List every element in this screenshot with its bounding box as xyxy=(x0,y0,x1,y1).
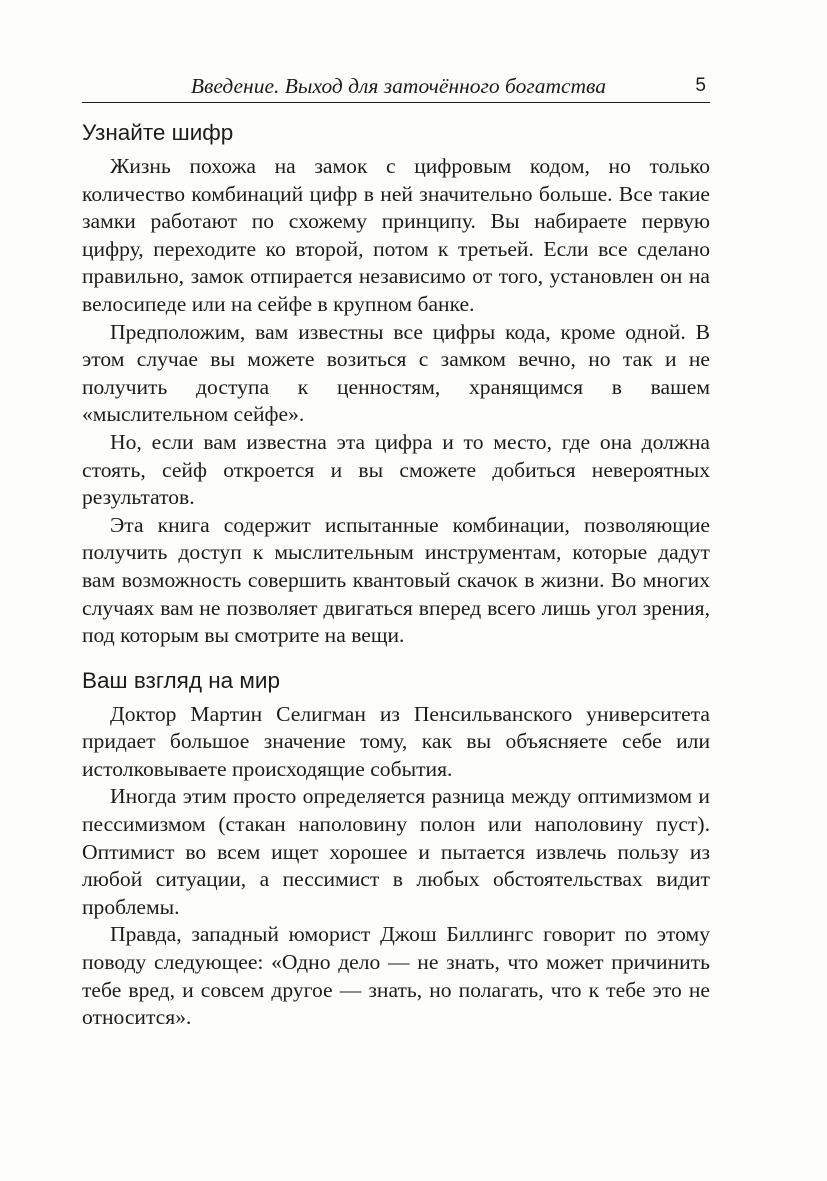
paragraph: Доктор Мартин Селигман из Пенсильванского университета придает большое значение тому, как вы объясняете себе или истолковываете происходящие события. xyxy=(82,701,710,781)
section-heading: Ваш взгляд на мир xyxy=(82,667,280,693)
running-title: Введение. Выход для заточённого богатства xyxy=(190,74,606,98)
paragraph: Предположим, вам известны все цифры кода, кроме одной. В этом случае вы можете возиться с замком вечно, но так и не получить доступа к ценностям, хранящимся в вашем «мыслительном сейфе». xyxy=(82,319,710,427)
paragraph: Жизнь похожа на замок с цифровым кодом, но только количество комбинаций цифр в ней значительно больше. Все такие замки работают по схожему принципу. Вы набираете первую цифру, переходите ко второй, потом к третьей. Если все сделано правильно, замок отпирается независимо от того, установлен он на велосипеде или на сейфе в крупном банке. xyxy=(82,154,710,316)
paragraph: Но, если вам известна эта цифра и то место, где она должна стоять, сейф откроется и вы сможете добиться невероятных результатов. xyxy=(82,429,710,510)
paragraph: Эта книга содержит испытанные комбинации, позволяющие получить доступ к мыслительным инструментам, которые дадут вам возможность совершить квантовый скачок в жизни. Во многих случаях вам не позволяет двигаться вперед всего лишь угол зрения, под которым вы смотрите на вещи. xyxy=(82,512,710,648)
paragraph: Правда, западный юморист Джош Биллингс говорит по этому поводу следующее: «Одно дело — не знать, что может причинить тебе вред, и совсем другое — знать, но полагать, что к тебе это не относится». xyxy=(82,922,710,1030)
section-heading: Узнайте шифр xyxy=(82,120,234,145)
running-head xyxy=(82,72,710,103)
page-number: 5 xyxy=(695,75,706,96)
paragraph: Иногда этим просто определяется разница между оптимизмом и пессимизмом (стакан наполовину полон или наполовину пуст). Оптимист во всем ищет хорошее и пытается извлечь пользу из любой ситуации, а пессимист в любых обстоятельствах видит проблемы. xyxy=(82,784,710,919)
page-body xyxy=(82,118,710,1032)
